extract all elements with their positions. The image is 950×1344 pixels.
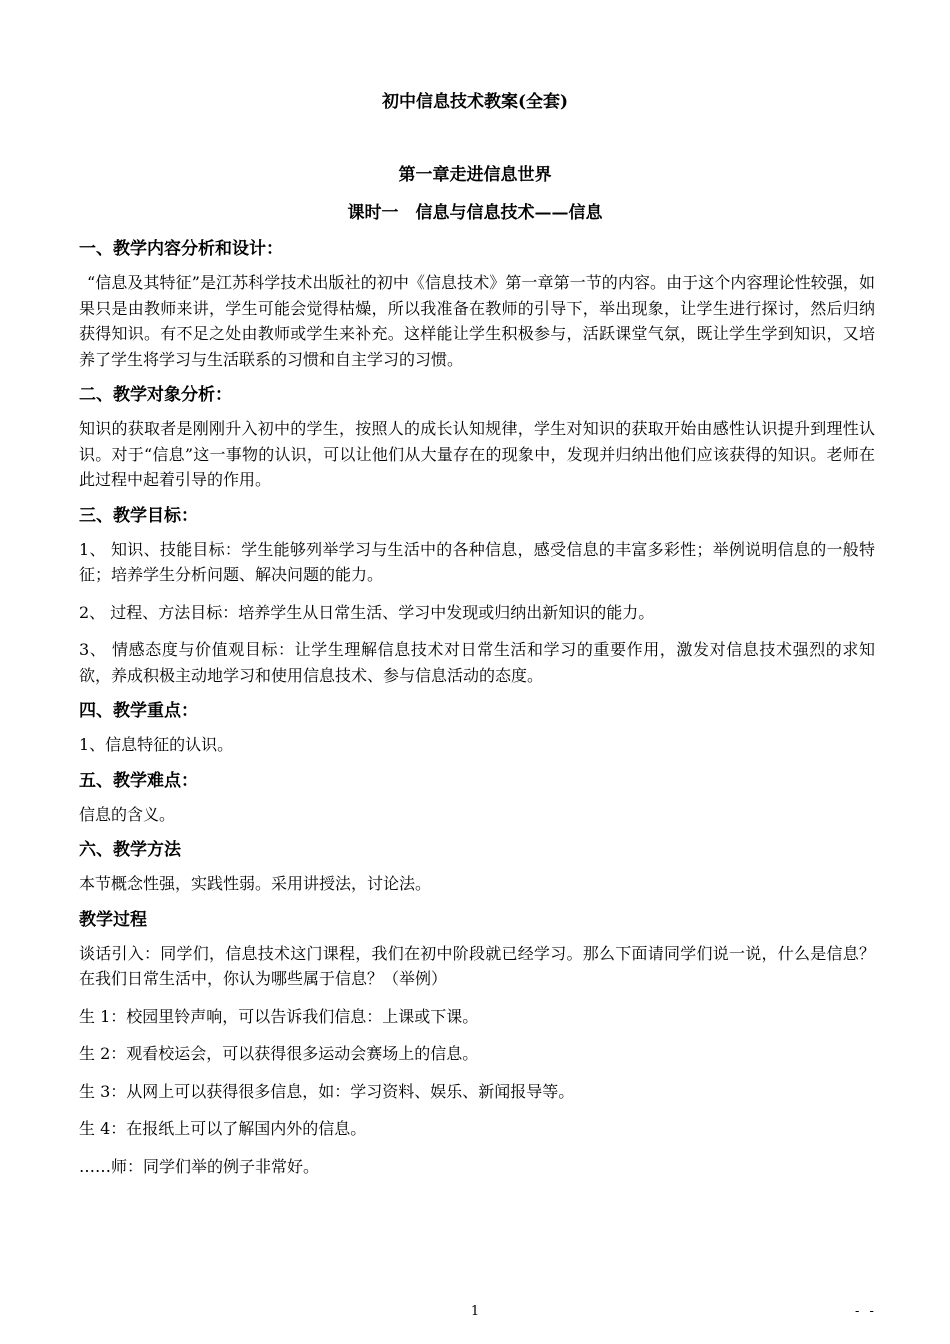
document-body	[79, 238, 875, 1191]
section-heading-teaching-goals: 三、教学目标：	[79, 505, 198, 526]
section-heading-content-analysis: 一、教学内容分析和设计：	[79, 239, 283, 259]
section-heading-difficulties: 五、教学难点：	[79, 770, 198, 791]
goal-item-attitude: 3、 情感态度与价值观目标：让学生理解信息技术对日常生活和学习的重要作用，激发对信息技术强烈的求知欲，养成积极主动地学习和使用信息技术、参与信息活动的态度。	[79, 640, 875, 685]
page-number: 1	[470, 1304, 480, 1319]
student-answer-2: 生 2：观看校运会，可以获得很多运动会赛场上的信息。	[79, 1044, 479, 1063]
lesson-title: 课时一 信息与信息技术——信息	[347, 203, 603, 223]
goal-item-process: 2、 过程、方法目标：培养学生从日常生活、学习中发现或归纳出新知识的能力。	[79, 602, 655, 622]
paragraph-content-analysis: “信息及其特征”是江苏科学技术出版社的初中《信息技术》第一章第一节的内容。由于这个内容理论性较强，如果只是由教师来讲，学生可能会觉得枯燥，所以我准备在教师的引导下，举出现象，让学生进行探讨，然后归纳获得知识。有不足之处由教师或学生来补充。这样能让学生积极参与，活跃课堂气氛，既让学生学到知识，又培养了学生将学习与生活联系的习惯和自主学习的习惯。	[79, 273, 875, 369]
paragraph-audience-analysis: 知识的获取者是刚刚升入初中的学生，按照人的成长认知规律，学生对知识的获取开始由感性认识提升到理性认识。对于“信息”这一事物的认识，可以让他们从大量存在的现象中，发现并归纳出他们应该获得的知识。老师在此过程中起着引导的作用。	[79, 419, 875, 489]
document-title: 初中信息技术教案(全套)	[381, 92, 569, 112]
paragraph-difficulties: 信息的含义。	[79, 804, 176, 824]
section-heading-key-points: 四、教学重点：	[79, 701, 198, 721]
section-heading-teaching-process: 教学过程	[79, 909, 147, 930]
footer-dash-mark: - -	[855, 1304, 877, 1319]
goal-item-knowledge: 1、 知识、技能目标：学生能够列举学习与生活中的各种信息，感受信息的丰富多彩性；举例说明信息的一般特征；培养学生分析问题、解决问题的能力。	[79, 539, 875, 584]
paragraph-key-points: 1、信息特征的认识。	[79, 735, 234, 754]
student-answer-4: 生 4：在报纸上可以了解国内外的信息。	[79, 1119, 367, 1138]
paragraph-methods: 本节概念性强，实践性弱。采用讲授法，讨论法。	[79, 874, 432, 893]
section-heading-methods: 六、教学方法	[79, 840, 181, 860]
section-heading-audience-analysis: 二、教学对象分析：	[79, 385, 232, 405]
student-answer-1: 生 1：校园里铃声响，可以告诉我们信息：上课或下课。	[79, 1006, 479, 1026]
teacher-remark: ……师：同学们举的例子非常好。	[79, 1156, 320, 1176]
chapter-title: 第一章走进信息世界	[398, 165, 552, 185]
paragraph-process-intro: 谈话引入：同学们，信息技术这门课程，我们在初中阶段就已经学习。那么下面请同学们说一说，什么是信息？在我们日常生活中，你认为哪些属于信息？（举例）	[79, 943, 875, 988]
student-answer-3: 生 3：从网上可以获得很多信息，如：学习资料、娱乐、新闻报导等。	[79, 1081, 575, 1101]
